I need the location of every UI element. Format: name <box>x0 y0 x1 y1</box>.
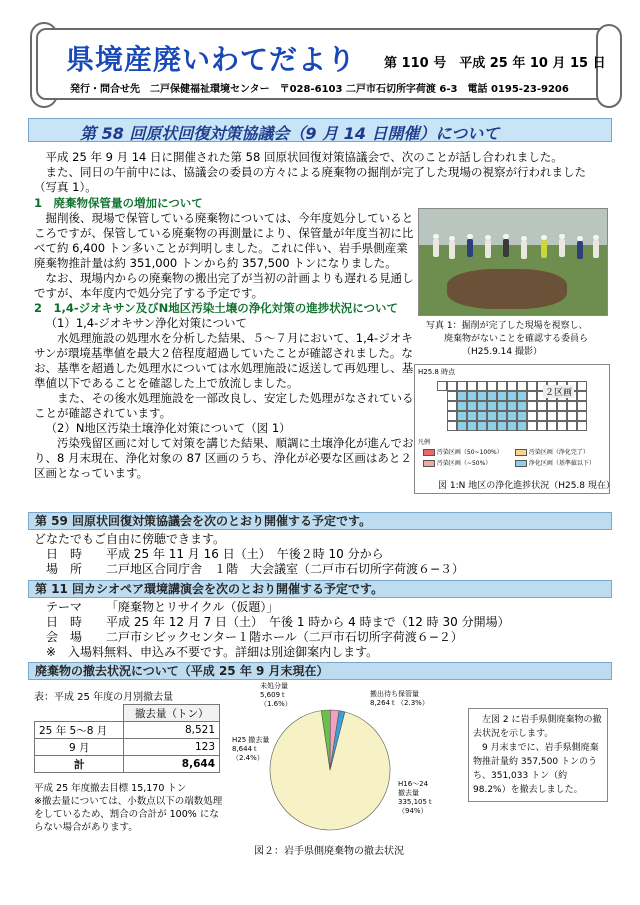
map-grid-cell <box>507 381 517 391</box>
map-grid-cell <box>567 401 577 411</box>
map-grid-cell <box>487 391 497 401</box>
lecture-section-heading: 第 11 回カシオペア環境講演会を次のとおり開催する予定です。 <box>28 580 612 598</box>
map-grid-cell <box>507 421 517 431</box>
map-grid-cell <box>457 381 467 391</box>
map-grid-cell <box>567 421 577 431</box>
map-grid-cell <box>577 421 587 431</box>
map-grid-cell <box>497 381 507 391</box>
subsection-a-para-2: また、その後水処理施設を一部改良し、安定した処理がなされていることが確認されています。 <box>34 391 414 420</box>
map-grid-cell <box>457 411 467 421</box>
map-grid-cell <box>497 391 507 401</box>
map-grid-cell <box>437 381 447 391</box>
map-grid-cell <box>577 401 587 411</box>
map-grid-cell <box>487 381 497 391</box>
map-grid-cell <box>507 391 517 401</box>
newsletter-title: 県境産廃いわてだより <box>66 43 357 76</box>
table-row: 9 月 123 <box>35 739 220 756</box>
map-grid-cell <box>517 411 527 421</box>
intro-para-1: 平成 25 年 9 月 14 日に開催された第 58 回原状回復対策協議会で、次のことが話し合われました。 <box>45 150 563 164</box>
section-1-para-1: 掘削後、現場で保管している廃棄物については、今年度処分しているところですが、保管している廃棄物の再測量により、保管量が年度当初に比べて約 6,400 トン多いことが判明しました。これに伴い、岩手県側産業廃棄物推計量は約 351,000 トンから約 357,500 トンになりました。 <box>34 211 414 270</box>
removal-status-heading: 廃棄物の撤去状況について（平成 25 年 9 月末現在） <box>28 662 612 680</box>
map-grid-cell <box>527 381 537 391</box>
removal-summary-note: 左図 2 に岩手県側廃棄物の撤去状況を示します。 9 月末までに、岩手県側廃棄物推計量約 357,500 トンのうち、351,033 トン（約 98.2%）を撤去しました。 <box>468 708 608 802</box>
publisher-info: 発行・問合せ先 二戸保健福祉環境センター 〒028-6103 二戸市石切所字荷渡 6-3 電話 0195-23-9206 <box>70 84 569 95</box>
figure-1-caption: 図 1:N 地区の浄化進捗状況（H25.8 現在） <box>438 481 615 491</box>
map-grid-cell <box>557 421 567 431</box>
map-grid-cell <box>477 381 487 391</box>
map-grid-cell <box>507 411 517 421</box>
n-area-progress-map: H25.8 時点 ２区画 凡例 汚染区画（50~100%） 汚染区画（浄化完了） 汚染区画（~50%） 浄化区画（基準値以下） <box>414 364 610 494</box>
map-grid-cell <box>487 421 497 431</box>
map-grid-cell <box>487 401 497 411</box>
map-grid-cell <box>497 401 507 411</box>
map-grid-cell <box>477 401 487 411</box>
table-title: 表：平成 25 年度の月別撤去量 <box>34 692 174 703</box>
map-grid-cell <box>557 401 567 411</box>
map-grid-cell <box>517 401 527 411</box>
map-grid-cell <box>517 421 527 431</box>
figure-2-caption: 図２：岩手県側廃棄物の撤去状況 <box>254 846 404 857</box>
map-grid-cell <box>517 381 527 391</box>
monthly-removal-table <box>34 704 220 773</box>
map-grid-cell <box>537 421 547 431</box>
table-row: 25 年 5～8 月 8,521 <box>35 722 220 739</box>
map-grid-cell <box>447 401 457 411</box>
map-grid-cell <box>527 401 537 411</box>
pie-label-unfinished: 未処分量 5,609ｔ（1.6%） <box>260 682 292 708</box>
map-grid-cell <box>497 421 507 431</box>
map-grid-cell <box>527 391 537 401</box>
photo-caption: 写真 1：掘削が完了した現場を視察し、 廃棄物がないことを確認する委員ら （H25.9.14 撮影） <box>426 321 589 357</box>
map-grid-cell <box>497 411 507 421</box>
map-grid-cell <box>557 411 567 421</box>
meeting-section-heading: 第 59 回原状回復対策協議会を次のとおり開催する予定です。 <box>28 512 612 530</box>
map-grid-cell <box>447 381 457 391</box>
map-grid-cell <box>467 411 477 421</box>
map-grid-cell <box>457 391 467 401</box>
subsection-a-para-1: 水処理施設の処理水を分析した結果、５～７月において、1,4-ジオキサンが環境基準値を最大２倍程度超過していたことが確認されました。なお、基準を超過した処理水については水処理施設に返送して再処理し、基準値以下であることを確認した上で放流しました。 <box>34 331 414 390</box>
map-grid-cell <box>457 421 467 431</box>
article-headline: 第 58 回原状回復対策協議会（9 月 14 日開催）について <box>80 124 500 143</box>
table-row: 計 8,644 <box>35 756 220 773</box>
meeting-details: どなたでもご自由に傍聴できます。 日 時 平成 25 年 11 月 16 日（土） 午後２時 10 分から 場 所 二戸地区合同庁舎 １階 大会議室（二戸市石切所字荷渡６−３） <box>34 532 465 576</box>
map-grid-cell <box>567 411 577 421</box>
section-1-heading: 1 廃棄物保管量の増加について <box>34 196 203 210</box>
map-grid-cell <box>577 391 587 401</box>
subsection-b-heading: （2）N地区汚染土壌浄化対策について（図 1） <box>45 421 291 435</box>
map-grid-cell <box>467 401 477 411</box>
subsection-b-para-1: 汚染残留区画に対して対策を講じた結果、順調に土壌浄化が進んでおり、8 月末現在、浄化対象の 87 区画のうち、浄化が必要な区画はあと２区画となっています。 <box>34 436 414 480</box>
map-grid-cell <box>477 411 487 421</box>
table-notes: 平成 25 年度撤去目標 15,170 トン ※撤去量については、小数点以下の端数処理をしているため、割合の合計が 100% にならない場合があります。 <box>34 783 223 833</box>
removal-pie-chart <box>220 680 460 840</box>
map-grid-cell <box>467 381 477 391</box>
map-grid-cell <box>487 411 497 421</box>
section-1-para-2: なお、現場内からの廃棄物の搬出完了が当初の計画よりも遅れる見通しですが、本年度内で処分完了する予定です。 <box>34 271 414 300</box>
map-grid-cell <box>457 401 467 411</box>
map-grid-cell <box>547 411 557 421</box>
map-grid-cell <box>447 421 457 431</box>
intro-text <box>34 150 604 195</box>
map-grid-cell <box>467 391 477 401</box>
pie-label-h16: H16～24 撤去量 335,105ｔ（94%） <box>398 780 434 815</box>
map-grid-cell <box>577 411 587 421</box>
map-grid-cell <box>507 401 517 411</box>
map-grid-cell <box>527 411 537 421</box>
map-grid-cell <box>447 411 457 421</box>
map-grid-cell <box>477 391 487 401</box>
intro-para-2: また、同日の午前中には、協議会の委員の方々による廃棄物の掘削が完了した現場の視察が行われました（写真 1）。 <box>34 165 586 194</box>
lecture-details: テーマ 「廃棄物とリサイクル（仮題）」 日 時 平成 25 年 12 月 7 日（土） 午後 1 時から 4 時まで（12 時 30 分開場） 会 場 二戸市シビックセンター１階ホール（二戸市石切所字荷渡６−２） ※ 入場料無料、申込み不要です。詳細は別途御案内します。 <box>46 600 510 659</box>
site-inspection-photo <box>418 208 608 316</box>
map-grid-cell <box>547 421 557 431</box>
map-grid-cell <box>447 391 457 401</box>
map-grid-cell <box>547 401 557 411</box>
map-grid-cell <box>527 421 537 431</box>
map-grid-cell <box>517 391 527 401</box>
map-grid-cell <box>537 411 547 421</box>
map-grid-cell <box>577 381 587 391</box>
table-header: 撤去量（トン） <box>124 705 220 722</box>
section-2-heading: 2 1,4-ジオキサン及びN地区汚染土壌の浄化対策の進捗状況について <box>34 301 398 315</box>
pie-label-h25: H25 撤去量 8,644ｔ（2.4%） <box>232 736 270 762</box>
subsection-a-heading: （1）1,4-ジオキサン浄化対策について <box>45 316 247 330</box>
issue-info: 第 110 号 平成 25 年 10 月 15 日 <box>384 56 606 71</box>
pie-label-stock: 搬出待ち保管量 8,264ｔ（2.3%） <box>370 690 429 707</box>
section-1 <box>34 196 414 481</box>
map-grid-cell <box>467 421 477 431</box>
map-grid-cell <box>537 401 547 411</box>
map-grid-cell <box>477 421 487 431</box>
